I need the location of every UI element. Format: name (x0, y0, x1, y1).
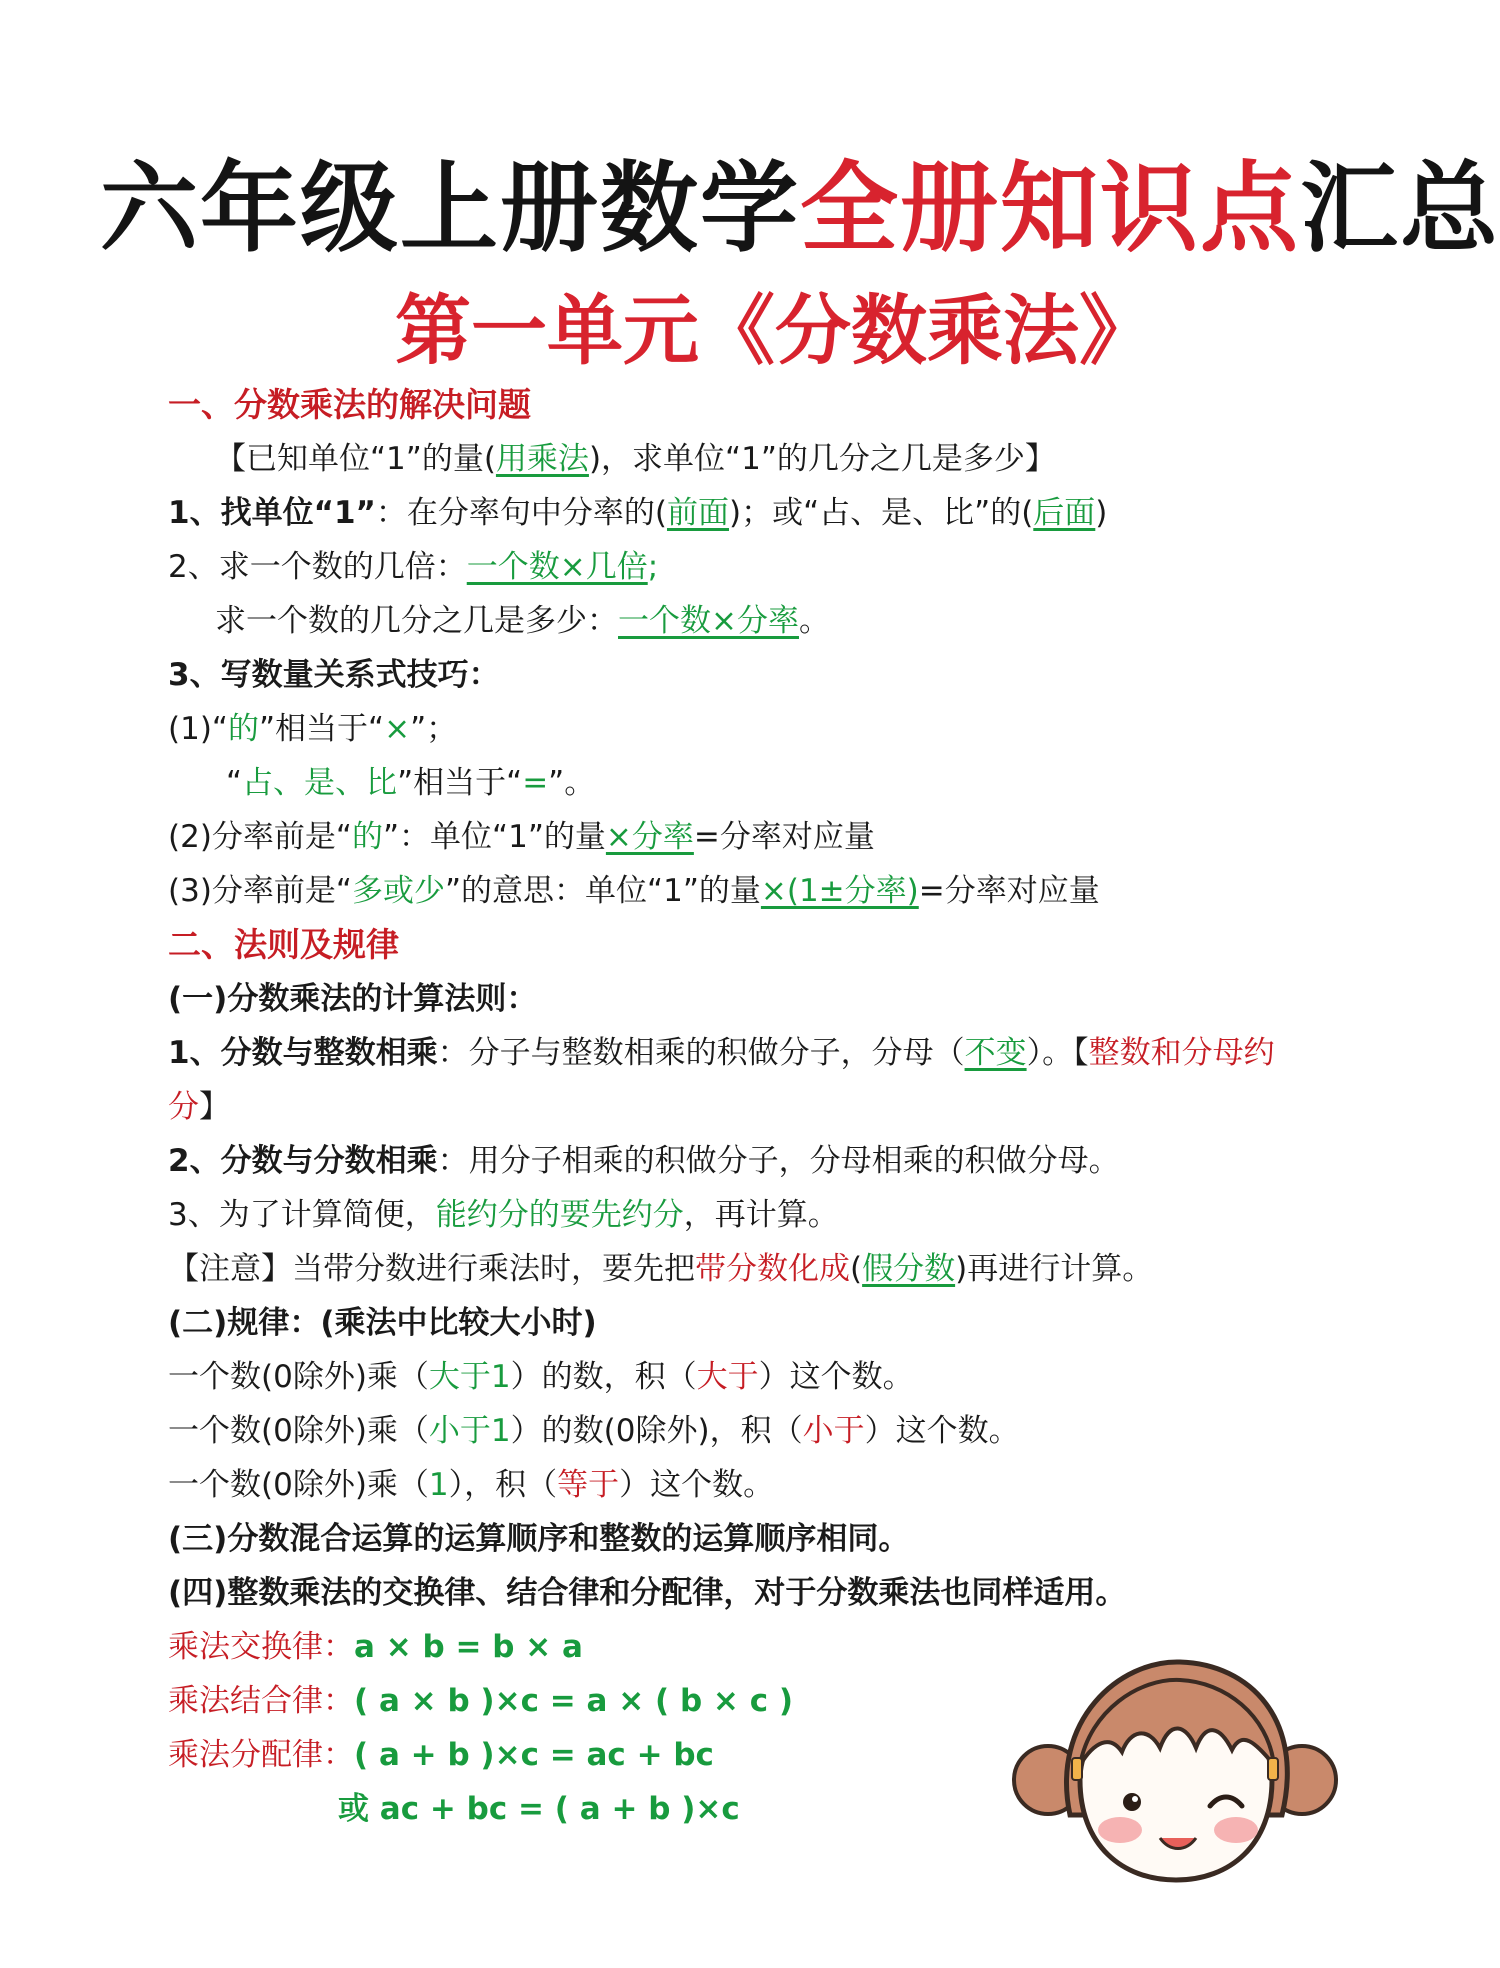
cartoon-girl-illustration (1010, 1630, 1340, 1920)
s2-note-e: )再进行计算。 (955, 1251, 1154, 1287)
s1-i1-b: ：在分率句中分率的( (375, 495, 667, 531)
s2-rule-2 (168, 1134, 1308, 1188)
s1-p2-d: ×分率 (605, 819, 694, 855)
s1-item-1 (168, 486, 1308, 540)
s2-rule-3 (168, 1188, 1308, 1242)
s2-sub-4: (四)整数乘法的交换律、结合律和分配律，对于分数乘法也同样适用。 (168, 1575, 1127, 1611)
law-associative-formula: ( a × b )×c = a × ( b × c ) (354, 1683, 794, 1719)
content-body (168, 378, 1308, 1836)
s1-p2-b: 的 (351, 819, 383, 855)
s1-p3 (168, 864, 1308, 918)
s1-i2b-a: 求一个数的几分之几是多少： (215, 603, 618, 639)
s2-r1-b: ：分子与整数相乘的积做分子，分母（ (437, 1035, 965, 1071)
section-2-heading: 二、法则及规律 (168, 925, 399, 964)
s1-i2b-c: 。 (798, 603, 830, 639)
s2-rule-1 (168, 1026, 1308, 1134)
s2-l1-e: ）这个数。 (758, 1359, 914, 1395)
s1-i1-d: )；或“占、是、比”的( (728, 495, 1034, 531)
s2-l3-d: 等于 (557, 1467, 620, 1503)
s2-law-compare-1 (168, 1350, 1308, 1404)
s2-r1-a: 1、分数与整数相乘 (168, 1035, 438, 1071)
s2-note-d: 假分数 (862, 1251, 956, 1287)
s2-law-compare-2 (168, 1404, 1308, 1458)
title-part-3: 汇总 (1300, 152, 1500, 266)
s2-l1-d: 大于 (696, 1359, 759, 1395)
s1-p2-c: ”：单位“1”的量 (382, 819, 606, 855)
s1-i2b-b: 一个数×分率 (618, 603, 799, 639)
s1-p3-c: ”的意思：单位“1”的量 (444, 873, 761, 909)
law-distributive-name: 乘法分配律： (168, 1737, 354, 1773)
s2-note-a: 【注意】当带分数进行乘法时，要先把 (168, 1251, 695, 1287)
s1-p1b-a: “ (226, 765, 243, 801)
s2-r1-f: 】 (199, 1089, 230, 1125)
s2-l3-c: ），积（ (448, 1467, 558, 1503)
s1-p1b-b: 占、是、比 (242, 765, 398, 801)
law-commutative-formula: a × b = b × a (354, 1629, 583, 1665)
s2-l2-e: ）这个数。 (864, 1413, 1020, 1449)
s1-p1 (168, 702, 1308, 756)
s2-r1-e: 整数和分母约分 (168, 1035, 1275, 1125)
s1-p1b-e: ”。 (548, 765, 596, 801)
s1-item-3: 3、写数量关系式技巧： (168, 657, 500, 693)
s2-l1-a: 一个数(0除外)乘（ (168, 1359, 429, 1395)
s1-item-2 (168, 540, 1308, 594)
law-commutative-name: 乘法交换律： (168, 1629, 354, 1665)
law-associative-name: 乘法结合律： (168, 1683, 354, 1719)
s1-p1-e: ”； (410, 711, 458, 747)
s2-sub-3: (三)分数混合运算的运算顺序和整数的运算顺序相同。 (168, 1521, 910, 1557)
s2-r3-b: 能约分的要先约分 (435, 1197, 684, 1233)
s1-item-2b (168, 594, 1308, 648)
s1-p1-c: ”相当于“ (258, 711, 385, 747)
s2-sub-1: (一)分数乘法的计算法则： (168, 981, 538, 1017)
s2-l3-e: ）这个数。 (619, 1467, 775, 1503)
unit-title: 第一单元《分数乘法》 (395, 286, 1155, 375)
s2-note (168, 1242, 1308, 1296)
s1-p1-d: × (384, 711, 411, 747)
s2-r2-a: 2、分数与分数相乘 (168, 1143, 438, 1179)
s2-l2-c: ）的数(0除外)，积（ (510, 1413, 803, 1449)
main-title (100, 130, 1500, 271)
s2-l1-b: 大于1 (428, 1359, 511, 1395)
section-1-heading: 一、分数乘法的解决问题 (168, 385, 531, 424)
s1-p2-e: =分率对应量 (693, 819, 875, 855)
s2-l3-b: 1 (428, 1467, 449, 1503)
s1-p1-b: 的 (227, 711, 259, 747)
s1-i2-a: 2、求一个数的几倍： (168, 549, 467, 585)
s1-rule-b: 用乘法 (495, 441, 589, 477)
s1-p3-b: 多或少 (351, 873, 445, 909)
s2-r2-b: ：用分子相乘的积做分子，分母相乘的积做分母。 (437, 1143, 1120, 1179)
s2-l2-d: 小于 (802, 1413, 865, 1449)
s1-i2-b: 一个数×几倍 (466, 549, 648, 585)
s2-r1-c: 不变 (964, 1035, 1027, 1071)
s1-i1-f: ) (1095, 495, 1108, 531)
s1-p2 (168, 810, 1308, 864)
s2-note-b: 带分数化成 (695, 1251, 850, 1287)
s1-p3-e: =分率对应量 (918, 873, 1100, 909)
s2-r3-a: 3、为了计算简便， (168, 1197, 436, 1233)
law-distributive-formula: ( a + b )×c = ac + bc (354, 1737, 714, 1773)
s1-rule-c: )，求单位“1”的几分之几是多少】 (588, 441, 1056, 477)
s2-l1-c: ）的数，积（ (510, 1359, 697, 1395)
s2-l2-b: 小于1 (428, 1413, 511, 1449)
s1-p1-a: (1)“ (168, 711, 228, 747)
s2-r3-c: ，再计算。 (683, 1197, 839, 1233)
s1-p1b-d: = (522, 765, 549, 801)
s1-rule-a: 【已知单位“1”的量( (215, 441, 496, 477)
s1-rule (168, 432, 1308, 486)
s1-p3-a: (3)分率前是“ (168, 873, 352, 909)
s1-i1-e: 后面 (1033, 495, 1096, 531)
s1-i1-a: 1、找单位“1” (168, 495, 376, 531)
s2-note-c: ( (850, 1251, 863, 1287)
s1-p1b (168, 756, 1308, 810)
s1-p2-a: (2)分率前是“ (168, 819, 352, 855)
title-part-1: 六年级上册数学 (100, 152, 801, 266)
s1-i1-c: 前面 (666, 495, 729, 531)
s2-r1-d: ）。【 (1026, 1035, 1089, 1071)
s1-p1b-c: ”相当于“ (397, 765, 523, 801)
s2-l2-a: 一个数(0除外)乘（ (168, 1413, 429, 1449)
title-part-2: 全册知识点 (800, 152, 1301, 266)
s1-p3-d: ×(1±分率) (760, 873, 919, 909)
s2-sub-2: (二)规律：(乘法中比较大小时) (168, 1305, 597, 1341)
s2-law-compare-3 (168, 1458, 1308, 1512)
s2-l3-a: 一个数(0除外)乘（ (168, 1467, 429, 1503)
law-distributive-alt: 或 ac + bc = ( a + b )×c (338, 1791, 740, 1827)
s1-i2-c: ; (647, 549, 659, 585)
